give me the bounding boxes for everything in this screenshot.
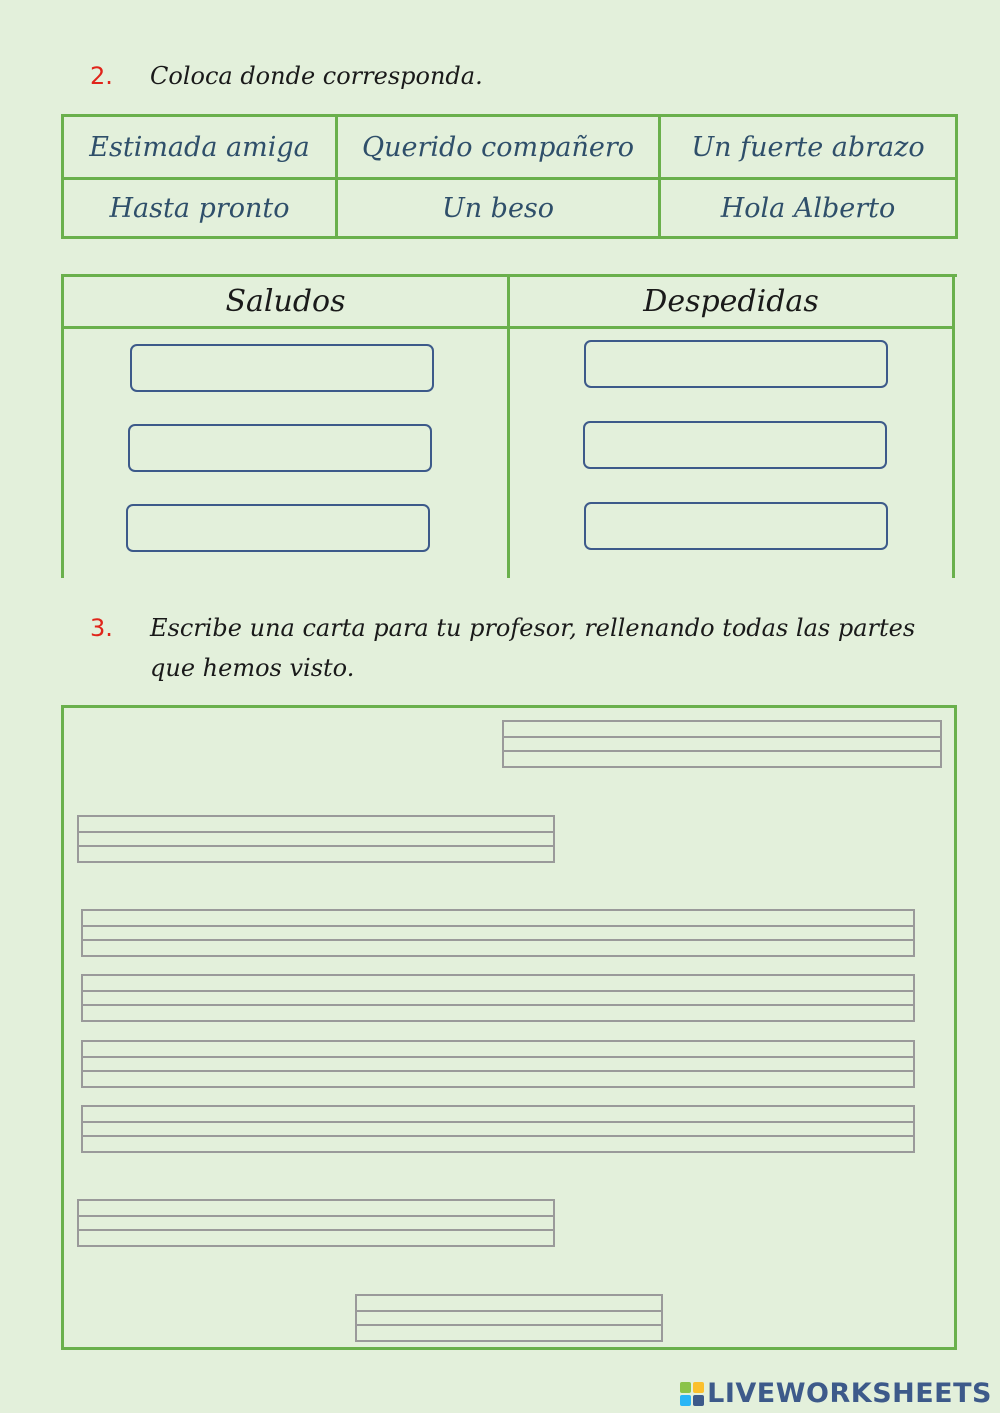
sort-table [61,274,957,578]
column-header-saludos: Saludos [225,284,346,319]
place-date-input[interactable] [502,720,942,768]
exercise-3-instruction-line1: Escribe una carta para tu profesor, rellenando todas las partes [150,614,916,642]
word-card[interactable]: Estimada amiga [89,131,310,163]
word-card[interactable]: Un fuerte abrazo [691,131,925,163]
table-divider [61,326,955,329]
column-header-despedidas: Despedidas [643,284,819,319]
saludos-drop-slot[interactable] [126,504,430,552]
despedidas-drop-slot[interactable] [583,421,887,469]
word-card[interactable]: Hola Alberto [720,192,896,224]
word-card[interactable]: Un beso [441,192,555,224]
farewell-input[interactable] [77,1199,555,1247]
body-line-input[interactable] [81,909,915,957]
body-line-input[interactable] [81,1040,915,1088]
table-border-right [952,274,955,578]
logo-text: LIVEWORKSHEETS [707,1378,992,1409]
liveworksheets-logo [680,1378,992,1409]
word-card[interactable]: Hasta pronto [109,192,290,224]
exercise-3-number: 3. [90,614,113,642]
greeting-input[interactable] [77,815,555,863]
signature-input[interactable] [355,1294,663,1342]
despedidas-drop-slot[interactable] [584,502,888,550]
body-line-input[interactable] [81,1105,915,1153]
saludos-drop-slot[interactable] [128,424,432,472]
exercise-2-number: 2. [90,62,113,90]
body-line-input[interactable] [81,974,915,1022]
despedidas-drop-slot[interactable] [584,340,888,388]
exercise-2-instruction: Coloca donde corresponda. [150,62,483,90]
word-bank-table [61,114,958,239]
saludos-drop-slot[interactable] [130,344,434,392]
letter-box [61,705,957,1350]
word-card[interactable]: Querido compañero [361,131,635,163]
logo-mark-icon [680,1382,704,1406]
exercise-3-instruction-line2: que hemos visto. [150,654,355,682]
